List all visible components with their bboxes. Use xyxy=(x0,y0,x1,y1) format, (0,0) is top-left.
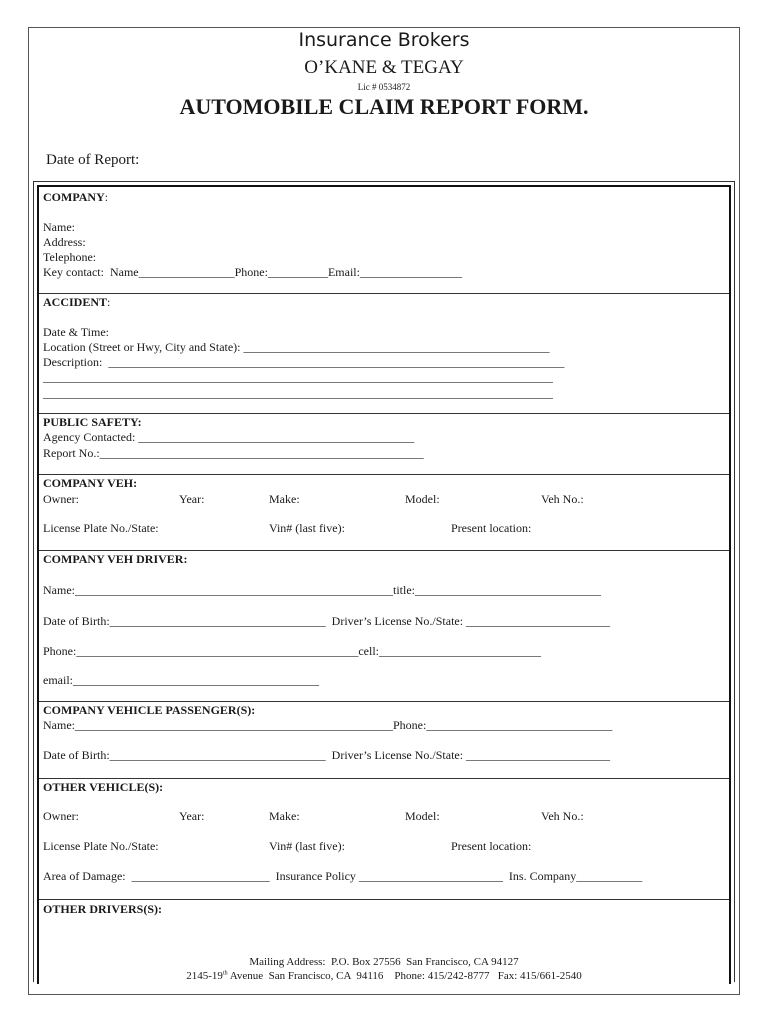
form-outer-frame xyxy=(33,181,735,982)
other-vehicles-section xyxy=(39,779,729,900)
company-vehicle-model-field[interactable]: Model: xyxy=(405,492,440,506)
company-address-field[interactable]: Address: xyxy=(43,235,86,249)
other-vehicle-damage-field[interactable]: Area of Damage: _______________________ Insurance Policy ________________________ Ins. Company___________ xyxy=(43,869,643,883)
accident-description-line[interactable]: _____________________________________________________________________________________ xyxy=(43,386,553,400)
passengers-section xyxy=(39,702,729,779)
form-inner-frame xyxy=(37,185,731,984)
company-vehicle-plate-field[interactable]: License Plate No./State: xyxy=(43,521,159,535)
company-vehicle-section xyxy=(39,475,729,551)
company-name-field[interactable]: Name: xyxy=(43,220,75,234)
other-drivers-heading: OTHER DRIVERS(S): xyxy=(43,902,163,916)
accident-description-line[interactable]: _____________________________________________________________________________________ xyxy=(43,370,553,384)
other-vehicles-heading: OTHER VEHICLE(S): xyxy=(43,780,164,794)
company-driver-section xyxy=(39,551,729,702)
company-name: O’KANE & TEGAY xyxy=(304,57,464,78)
report-number-field[interactable]: Report No.:______________________________________________________ xyxy=(43,446,424,460)
company-vehicle-year-field[interactable]: Year: xyxy=(179,492,205,506)
other-drivers-section xyxy=(39,900,729,940)
company-vehicle-location-field[interactable]: Present location: xyxy=(451,521,532,535)
company-section xyxy=(39,187,729,294)
agency-contacted-field[interactable]: Agency Contacted: ______________________________________________ xyxy=(43,430,415,444)
key-contact-field[interactable]: Key contact: Name________________Phone:__________Email:_________________ xyxy=(43,265,462,279)
public-safety-section xyxy=(39,414,729,475)
other-vehicle-vin-field[interactable]: Vin# (last five): xyxy=(269,839,345,853)
driver-name-title-field[interactable]: Name:_____________________________________________________title:_______________________________ xyxy=(43,583,601,597)
company-vehicle-make-field[interactable]: Make: xyxy=(269,492,300,506)
other-vehicle-model-field[interactable]: Model: xyxy=(405,809,440,823)
accident-section xyxy=(39,293,729,414)
other-vehicle-year-field[interactable]: Year: xyxy=(179,809,205,823)
company-vehicle-number-field[interactable]: Veh No.: xyxy=(541,492,584,506)
other-vehicle-owner-field[interactable]: Owner: xyxy=(43,809,79,823)
company-vehicle-vin-field[interactable]: Vin# (last five): xyxy=(269,521,345,535)
footer-mailing-address: Mailing Address: P.O. Box 27556 San Francisco, CA 94127 xyxy=(249,956,519,968)
passengers-heading: COMPANY VEHICLE PASSENGER(S): xyxy=(43,703,256,717)
other-vehicle-location-field[interactable]: Present location: xyxy=(451,839,532,853)
accident-heading: ACCIDENT: xyxy=(43,295,111,309)
form-title: AUTOMOBILE CLAIM REPORT FORM. xyxy=(179,94,589,119)
public-safety-heading: PUBLIC SAFETY: xyxy=(43,415,142,429)
company-telephone-field[interactable]: Telephone: xyxy=(43,250,97,264)
accident-location-field[interactable]: Location (Street or Hwy, City and State): ___________________________________________________ xyxy=(43,340,550,354)
accident-date-time-field[interactable]: Date & Time: xyxy=(43,325,110,339)
company-vehicle-owner-field[interactable]: Owner: xyxy=(43,492,79,506)
other-vehicle-number-field[interactable]: Veh No.: xyxy=(541,809,584,823)
license-number: Lic # 0534872 xyxy=(357,82,411,92)
company-heading: COMPANY: xyxy=(43,190,109,204)
other-vehicle-plate-field[interactable]: License Plate No./State: xyxy=(43,839,159,853)
driver-email-field[interactable]: email:_________________________________________ xyxy=(43,673,319,687)
form-page xyxy=(28,27,740,995)
other-vehicle-make-field[interactable]: Make: xyxy=(269,809,300,823)
date-of-report-label: Date of Report: xyxy=(46,152,140,168)
accident-description-field[interactable]: Description: ____________________________________________________________________________ xyxy=(43,355,565,369)
company-group: Insurance Brokers xyxy=(298,29,470,51)
company-vehicle-heading: COMPANY VEH: xyxy=(43,476,138,490)
footer-street-address: 2145-19th Avenue San Francisco, CA 94116 Phone: 415/242-8777 Fax: 415/661-2540 xyxy=(186,970,582,982)
passenger-dob-license-field[interactable]: Date of Birth:____________________________________ Driver’s License No./State: ________________________ xyxy=(43,748,611,762)
driver-phone-cell-field[interactable]: Phone:_______________________________________________cell:___________________________ xyxy=(43,644,541,658)
passenger-name-phone-field[interactable]: Name:_____________________________________________________Phone:_______________________________ xyxy=(43,718,613,732)
driver-dob-license-field[interactable]: Date of Birth:____________________________________ Driver’s License No./State: ________________________ xyxy=(43,614,611,628)
company-driver-heading: COMPANY VEH DRIVER: xyxy=(43,552,188,566)
